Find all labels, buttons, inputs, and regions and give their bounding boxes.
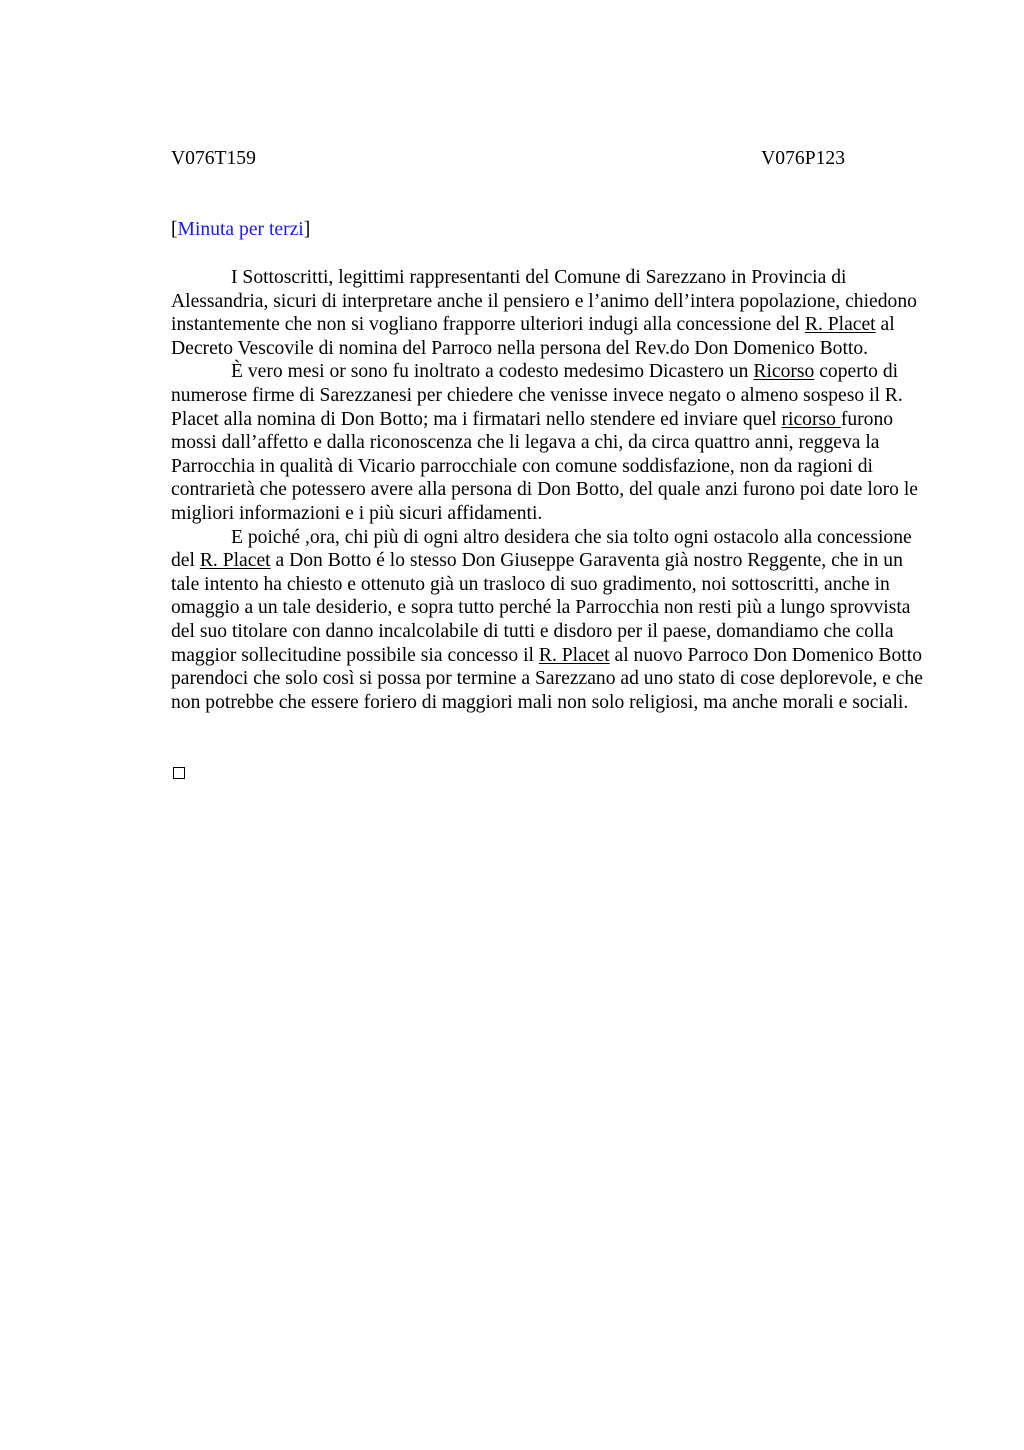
volume-page-code: V076P123	[761, 148, 845, 169]
paragraph-request	[171, 266, 929, 360]
paragraph-conclusion	[171, 526, 929, 715]
paragraph-text: I Sottoscritti, legittimi rappresentanti del Comune di Sarezzano in Provincia di Alessandria, sicuri di interpretare anche il pensiero e l’animo dell’intera popolazione, chiedono instantemente che non si vogliano frapporre ulteriori indugi alla concessione del	[171, 267, 917, 336]
placet-term: R. Placet	[538, 644, 610, 666]
volume-text-code: V076T159	[171, 148, 256, 169]
paragraph-text: coperto di numerose firme di Sarezzanesi per chiedere che venisse invece negato o almeno sospeso il R. Placet alla nomina di Don Botto; ma i firmatari nello stendere ed inviare quel	[171, 361, 903, 430]
paragraph-text: furono mossi dall’affetto e dalla riconoscenza che li legava a chi, da circa quattro anni, reggeva la Parrocchia in qualità di Vicario parrocchiale con comune soddisfazione, non da ragioni di contrarietà che potessero avere alla persona di Don Botto, del quale anzi furono poi date loro le migliori informazioni e i più sicuri affidamenti.	[171, 408, 919, 524]
note-open-bracket: [	[171, 219, 178, 240]
ricorso-term: ricorso	[781, 408, 841, 430]
note-close-bracket: ]	[303, 219, 311, 240]
ricorso-term: Ricorso	[753, 361, 815, 383]
draft-note	[171, 218, 310, 242]
note-label: Minuta per terzi	[177, 219, 304, 240]
paragraph-text: E poiché ,ora, chi più di ogni altro desidera che sia tolto ogni ostacolo alla concessione del	[171, 526, 912, 572]
placet-term: R. Placet	[804, 314, 876, 336]
paragraph-text: al nuovo Parroco Don Domenico Botto parendoci che solo così si possa por termine a Sarezzano ad uno stato di cose deplorevole, e che non potrebbe che essere foriero di maggiori mali non solo religiosi, ma anche morali e sociali.	[171, 644, 923, 713]
end-of-document-box-icon	[173, 767, 185, 779]
paragraph-text: a Don Botto é lo stesso Don Giuseppe Garaventa già nostro Reggente, che in un tale intento ha chiesto e ottenuto già un trasloco di suo gradimento, noi sottoscritti, anche in omaggio a un tale desiderio, e sopra tutto perché la Parrocchia non resti più a lungo sprovvista del suo titolare con danno incalcolabile di tutti e disdoro per il paese, domandiamo che colla maggior sollecitudine possibile sia concesso il	[171, 550, 911, 666]
paragraph-ricorso	[171, 360, 929, 525]
document-header	[171, 147, 845, 171]
paragraph-text: al Decreto Vescovile di nomina del Parroco nella persona del Rev.do Don Domenico Botto.	[171, 314, 895, 359]
placet-term: R. Placet	[199, 550, 271, 572]
paragraph-text: È vero mesi or sono fu inoltrato a codesto medesimo Dicastero un	[231, 361, 754, 383]
letter-body	[171, 266, 929, 714]
